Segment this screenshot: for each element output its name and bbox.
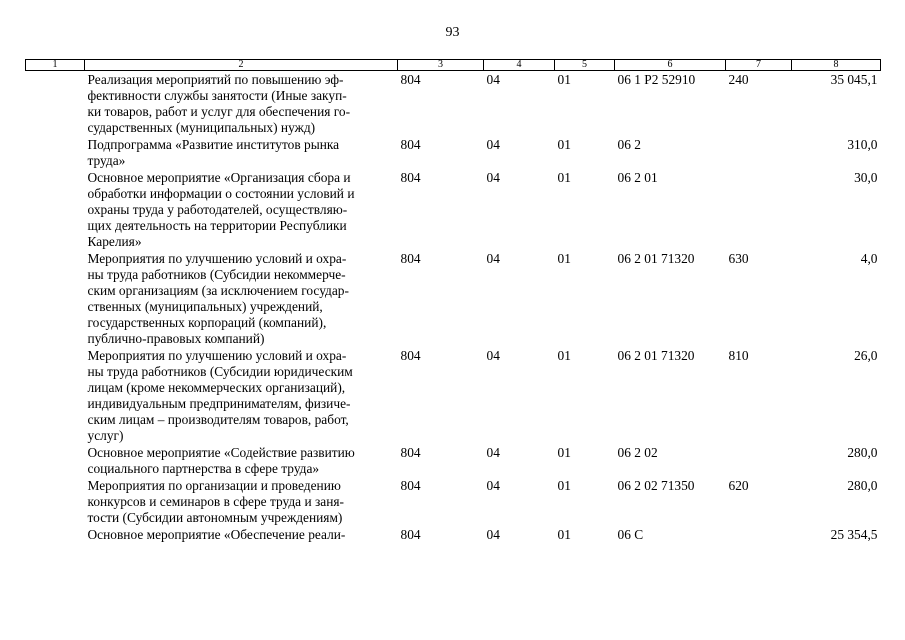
- subsection-code-cell: 01: [557, 137, 571, 152]
- description-line: лицам (кроме некоммерческих организаций),: [87, 380, 346, 395]
- header-cell-5: 5: [555, 60, 615, 71]
- subsection-code-cell: 01: [557, 527, 571, 542]
- target-article-cell: 06 2 01 71320: [617, 348, 695, 363]
- table-header: [26, 60, 881, 71]
- row-number-cell: [26, 71, 85, 137]
- table-body: [26, 71, 881, 544]
- description-line: Подпрограмма «Развитие институтов рынка: [87, 137, 340, 152]
- expense-type-cell: [726, 136, 792, 169]
- description-cell: [85, 526, 398, 543]
- ministry-code-cell: 804: [400, 348, 421, 363]
- row-number-cell: [26, 169, 85, 250]
- description-line: ки товаров, работ и услуг для обеспечения го-: [87, 104, 351, 119]
- target-article-cell: 06 2 01: [617, 170, 658, 185]
- header-cell-6: 6: [615, 60, 726, 71]
- description-line: Реализация мероприятий по повышению эф-: [87, 72, 344, 87]
- ministry-code-cell: 804: [400, 527, 421, 542]
- description-line: Мероприятия по улучшению условий и охра-: [87, 251, 347, 266]
- amount-cell: 35 045,1: [830, 72, 878, 87]
- section-code-cell: 04: [486, 251, 500, 266]
- subsection-code-cell: 01: [557, 445, 571, 460]
- table-row: [26, 71, 881, 137]
- description-line: услуг): [87, 428, 124, 443]
- target-article-cell: 06 2 01 71320: [617, 251, 695, 266]
- budget-table: [25, 59, 881, 543]
- ministry-code-cell: 804: [400, 137, 421, 152]
- table-row: [26, 250, 881, 347]
- section-code-cell: 04: [486, 348, 500, 363]
- description-line: Основное мероприятие «Организация сбора и: [87, 170, 351, 185]
- expense-type-cell: [726, 526, 792, 543]
- header-row: [26, 60, 881, 71]
- description-cell: [85, 250, 398, 347]
- row-number-cell: [26, 347, 85, 444]
- header-cell-4: 4: [484, 60, 555, 71]
- section-code-cell: 04: [486, 445, 500, 460]
- header-cell-7: 7: [726, 60, 792, 71]
- section-code-cell: 04: [486, 478, 500, 493]
- table-row: [26, 169, 881, 250]
- subsection-code-cell: 01: [557, 72, 571, 87]
- amount-cell: 30,0: [854, 170, 878, 185]
- row-number-cell: [26, 444, 85, 477]
- target-article-cell: 06 1 P2 52910: [617, 72, 696, 87]
- description-cell: [85, 347, 398, 444]
- target-article-cell: 06 2 02: [617, 445, 658, 460]
- amount-cell: 280,0: [847, 478, 878, 493]
- expense-type-cell: 240: [728, 72, 749, 87]
- amount-cell: 26,0: [854, 348, 878, 363]
- target-article-cell: 06 2 02 71350: [617, 478, 695, 493]
- description-line: охраны труда у работодателей, осуществляю-: [87, 202, 348, 217]
- description-line: конкурсов и семинаров в сфере труда и заня-: [87, 494, 344, 509]
- description-line: щих деятельность на территории Республики: [87, 218, 347, 233]
- description-cell: [85, 477, 398, 526]
- description-cell: [85, 169, 398, 250]
- amount-cell: 280,0: [847, 445, 878, 460]
- expense-type-cell: 810: [728, 348, 749, 363]
- subsection-code-cell: 01: [557, 348, 571, 363]
- description-cell: [85, 136, 398, 169]
- target-article-cell: 06 2: [617, 137, 641, 152]
- header-cell-1: 1: [26, 60, 85, 71]
- description-line: социального партнерства в сфере труда»: [87, 461, 320, 476]
- description-cell: [85, 71, 398, 137]
- description-line: ственных (муниципальных) учреждений,: [87, 299, 323, 314]
- row-number-cell: [26, 526, 85, 543]
- ministry-code-cell: 804: [400, 72, 421, 87]
- description-line: сударственных (муниципальных) нужд): [87, 120, 316, 135]
- section-code-cell: 04: [486, 527, 500, 542]
- description-cell: [85, 444, 398, 477]
- ministry-code-cell: 804: [400, 445, 421, 460]
- section-code-cell: 04: [486, 137, 500, 152]
- row-number-cell: [26, 477, 85, 526]
- description-line: ским организациям (за исключением государ-: [87, 283, 349, 298]
- table-row: [26, 526, 881, 543]
- row-number-cell: [26, 136, 85, 169]
- amount-cell: 4,0: [860, 251, 878, 266]
- description-line: Мероприятия по организации и проведению: [87, 478, 341, 493]
- subsection-code-cell: 01: [557, 170, 571, 185]
- description-line: обработки информации о состоянии условий и: [87, 186, 355, 201]
- header-cell-2: 2: [85, 60, 398, 71]
- description-line: Основное мероприятие «Обеспечение реали-: [87, 527, 346, 542]
- subsection-code-cell: 01: [557, 478, 571, 493]
- description-line: индивидуальным предпринимателям, физиче-: [87, 396, 351, 411]
- expense-type-cell: 620: [728, 478, 749, 493]
- amount-cell: 310,0: [847, 137, 878, 152]
- expense-type-cell: [726, 444, 792, 477]
- description-line: фективности службы занятости (Иные закуп-: [87, 88, 347, 103]
- subsection-code-cell: 01: [557, 251, 571, 266]
- target-article-cell: 06 С: [617, 527, 644, 542]
- section-code-cell: 04: [486, 170, 500, 185]
- page-number: 93: [445, 25, 460, 40]
- description-line: Карелия»: [87, 234, 142, 249]
- description-line: тости (Субсидии автономным учреждениям): [87, 510, 343, 525]
- description-line: ны труда работников (Субсидии некоммерче-: [87, 267, 346, 282]
- description-line: публично-правовых компаний): [87, 331, 265, 346]
- header-cell-8: 8: [792, 60, 881, 71]
- expense-type-cell: 630: [728, 251, 749, 266]
- row-number-cell: [26, 250, 85, 347]
- description-line: труда»: [87, 153, 126, 168]
- description-line: ны труда работников (Субсидии юридическим: [87, 364, 353, 379]
- ministry-code-cell: 804: [400, 478, 421, 493]
- table-row: [26, 136, 881, 169]
- ministry-code-cell: 804: [400, 251, 421, 266]
- description-line: Основное мероприятие «Содействие развитию: [87, 445, 355, 460]
- expense-type-cell: [726, 169, 792, 250]
- table-row: [26, 347, 881, 444]
- table-row: [26, 444, 881, 477]
- header-cell-3: 3: [398, 60, 484, 71]
- description-line: государственных корпораций (компаний),: [87, 315, 327, 330]
- table-row: [26, 477, 881, 526]
- section-code-cell: 04: [486, 72, 500, 87]
- ministry-code-cell: 804: [400, 170, 421, 185]
- amount-cell: 25 354,5: [830, 527, 878, 542]
- description-line: ским лицам – производителям товаров, работ,: [87, 412, 349, 427]
- description-line: Мероприятия по улучшению условий и охра-: [87, 348, 347, 363]
